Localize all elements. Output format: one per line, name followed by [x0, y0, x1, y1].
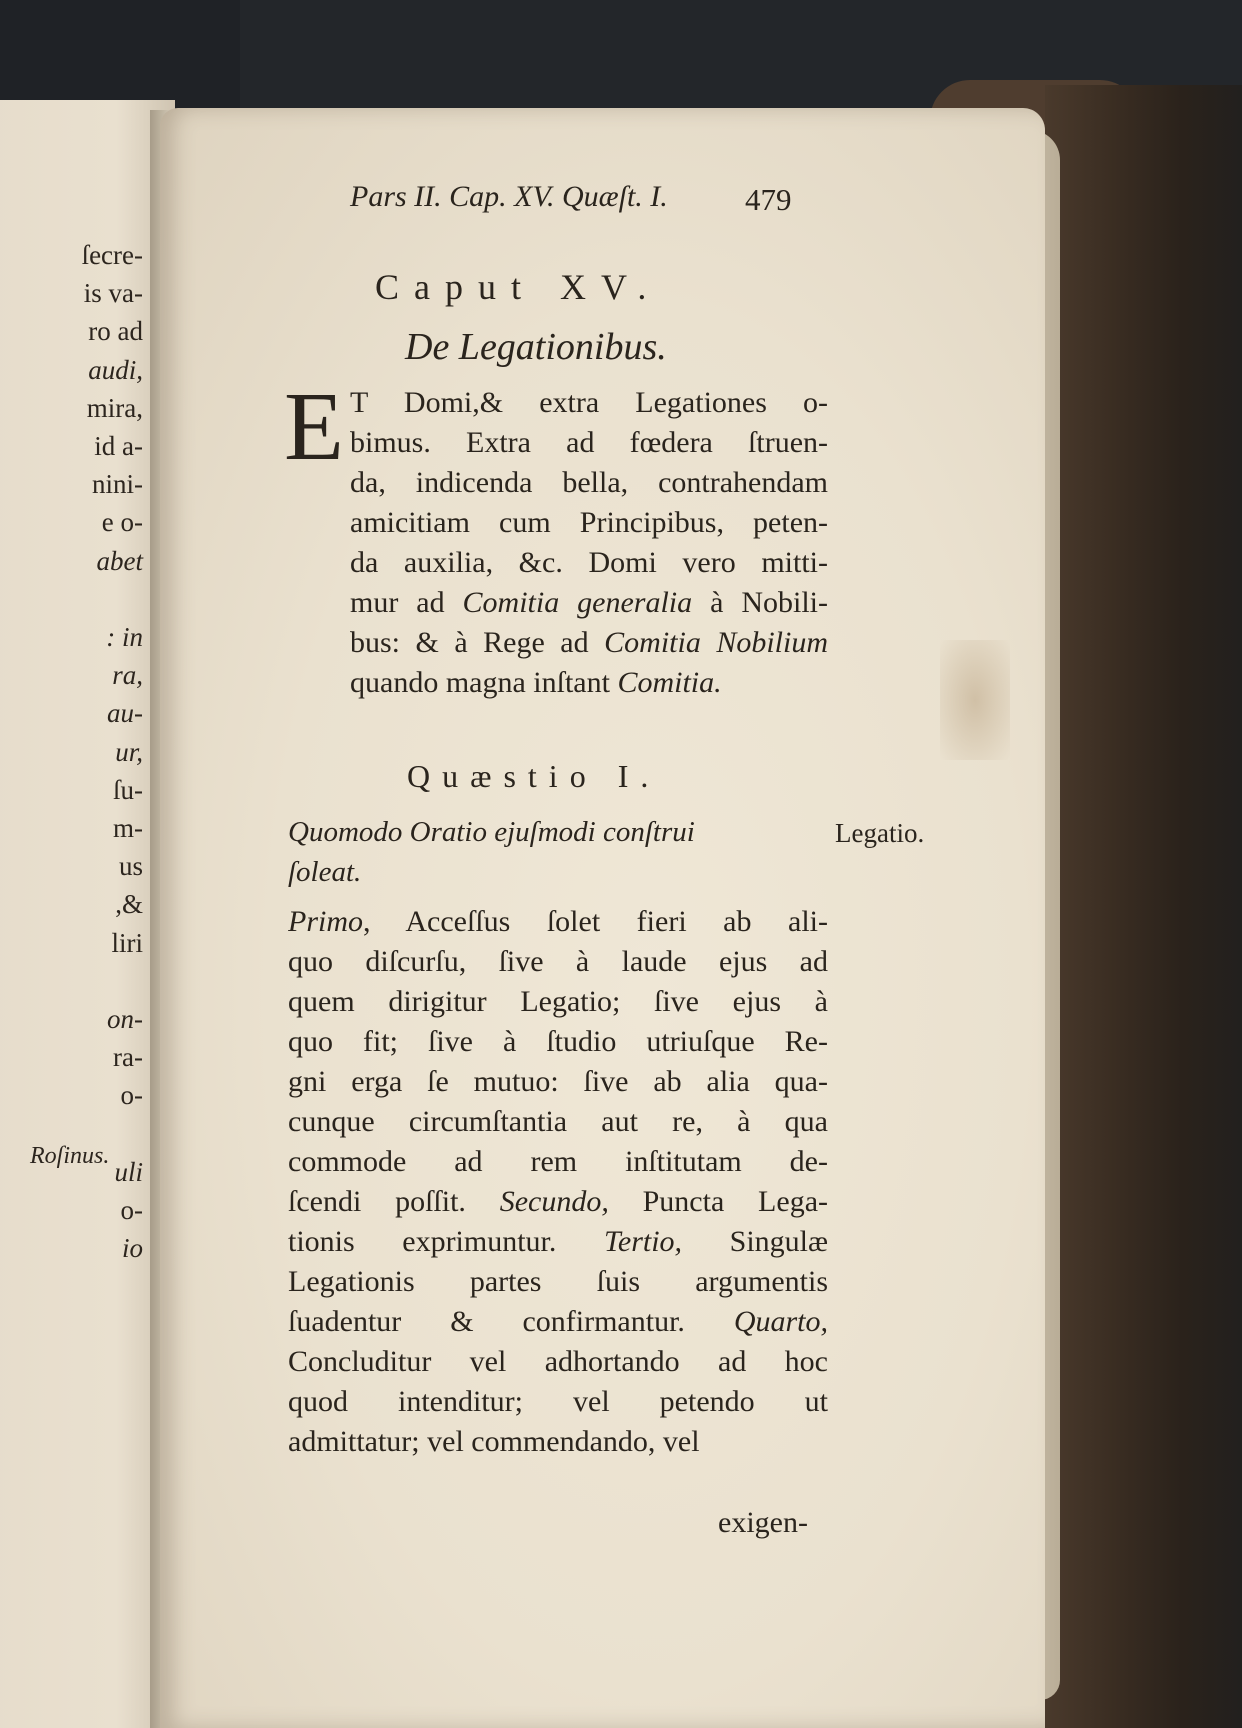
text-run: , Acceſſus ſolet fieri ab ali- [363, 905, 828, 938]
left-page-line: ſecre- [81, 240, 143, 270]
left-page-line: ra- [113, 1042, 143, 1073]
page-stain [940, 640, 1010, 760]
left-page-line: nini- [92, 469, 143, 500]
text-line [288, 1222, 828, 1262]
text-run: gni erga ſe mutuo: ſive ab alia qua- [288, 1065, 828, 1098]
left-page-line: liri [111, 927, 143, 958]
text-line [350, 583, 828, 623]
text-line [288, 1102, 828, 1142]
text-run: bus: & à Rege ad [350, 626, 605, 659]
left-page-line: us [118, 851, 143, 882]
text-line [288, 1062, 828, 1102]
text-run: quo diſcurſu, ſive à laude ejus ad [288, 945, 828, 978]
italic-phrase: Quarto, [733, 1305, 828, 1338]
italic-phrase: Comitia. [617, 666, 722, 699]
left-page-line: au- [107, 698, 143, 729]
italic-phrase: Comitia Nobilium [604, 626, 828, 659]
left-page-line: is va- [83, 278, 143, 309]
left-page-line: o- [120, 1195, 143, 1225]
text-line [350, 623, 828, 663]
text-run: mur ad [350, 586, 463, 619]
text-line [350, 543, 828, 583]
left-page-line: on- [107, 1004, 143, 1034]
chapter-title: Caput XV. [375, 267, 662, 307]
text-line [288, 1262, 828, 1302]
text-line [350, 383, 828, 423]
book-cover-edge [1045, 85, 1242, 1728]
text-line [350, 423, 828, 463]
left-page-line: id a- [94, 431, 143, 461]
text-run: Puncta Lega- [608, 1185, 828, 1218]
left-page-line: mira, [86, 392, 143, 423]
italic-phrase: Tertio, [603, 1225, 683, 1258]
italic-phrase: Comitia generalia [462, 586, 693, 619]
text-line [288, 1382, 828, 1422]
text-line [288, 1342, 828, 1382]
text-run: T Domi,& extra Legationes o- [350, 386, 828, 419]
left-page-line: ra, [112, 660, 143, 691]
catchword: exigen- [718, 1506, 808, 1539]
italic-phrase: Secundo, [499, 1185, 609, 1218]
text-run: Singulæ [682, 1225, 828, 1258]
left-page [0, 100, 175, 1728]
left-page-line: m- [113, 813, 143, 843]
chapter-subtitle: De Legationibus. [405, 326, 667, 368]
running-head: Pars II. Cap. XV. Quæſt. I. [350, 180, 668, 213]
text-run: da auxilia, &c. Domi vero mitti- [350, 546, 828, 579]
main-body-text [288, 902, 828, 1462]
left-page-line: uli [114, 1156, 143, 1187]
text-run: amicitiam cum Principibus, peten- [350, 506, 828, 539]
left-page-line: abet [96, 545, 143, 576]
text-line [288, 982, 828, 1022]
text-run: ſuadentur & confirmantur. [288, 1305, 734, 1338]
text-line [288, 1022, 828, 1062]
left-page-line: io [121, 1233, 143, 1264]
section-title: Quæstio I. [407, 758, 661, 794]
drop-cap: E [284, 373, 344, 481]
left-page-line: o- [120, 1080, 143, 1111]
text-run: Legationis partes ſuis argumentis [288, 1265, 828, 1298]
question-text [288, 812, 828, 892]
text-run: ſcendi poſſit. [288, 1185, 500, 1218]
italic-phrase: Primo [288, 905, 363, 938]
text-line [288, 1422, 828, 1462]
text-run: cunque circumſtantia aut re, à qua [288, 1105, 828, 1138]
text-run: à Nobili- [692, 586, 828, 619]
left-page-line: e o- [101, 507, 143, 538]
text-line [288, 902, 828, 942]
text-run: commode ad rem inſtitutam de- [288, 1145, 828, 1178]
text-line [288, 942, 828, 982]
text-run: quo fit; ſive à ſtudio utriuſque Re- [288, 1025, 828, 1058]
left-page-line: ro ad [88, 316, 143, 347]
text-run: bimus. Extra ad fœdera ſtruen- [350, 426, 828, 459]
text-run: quod intenditur; vel petendo ut [288, 1385, 828, 1418]
left-page-line: ,& [115, 889, 143, 920]
text-line [288, 1182, 828, 1222]
text-line [288, 1142, 828, 1182]
text-run: tionis exprimuntur. [288, 1225, 604, 1258]
text-line [288, 1302, 828, 1342]
question-line: Quomodo Oratio ejuſmodi conſtrui [288, 816, 695, 848]
text-run: quando magna inſtant [350, 666, 618, 699]
left-page-line: audi, [88, 354, 143, 385]
left-page-line: : in [106, 622, 143, 652]
left-margin-note: Roſinus. [30, 1143, 110, 1169]
text-line [350, 663, 828, 703]
text-run: admittatur; vel commendando, vel [288, 1425, 700, 1458]
backdrop [0, 0, 240, 110]
right-margin-note: Legatio. [835, 818, 925, 848]
text-run: quem dirigitur Legatio; ſive ejus à [288, 985, 828, 1018]
text-run: da, indicenda bella, contrahendam [350, 466, 828, 499]
text-line [350, 463, 828, 503]
text-line [350, 503, 828, 543]
question-line: ſoleat. [288, 856, 362, 888]
left-page-line: ſu- [113, 774, 143, 805]
chapter-intro [350, 383, 828, 703]
page-number: 479 [745, 182, 792, 217]
text-run: Concluditur vel adhortando ad hoc [288, 1345, 828, 1378]
left-page-line: ur, [115, 736, 143, 767]
